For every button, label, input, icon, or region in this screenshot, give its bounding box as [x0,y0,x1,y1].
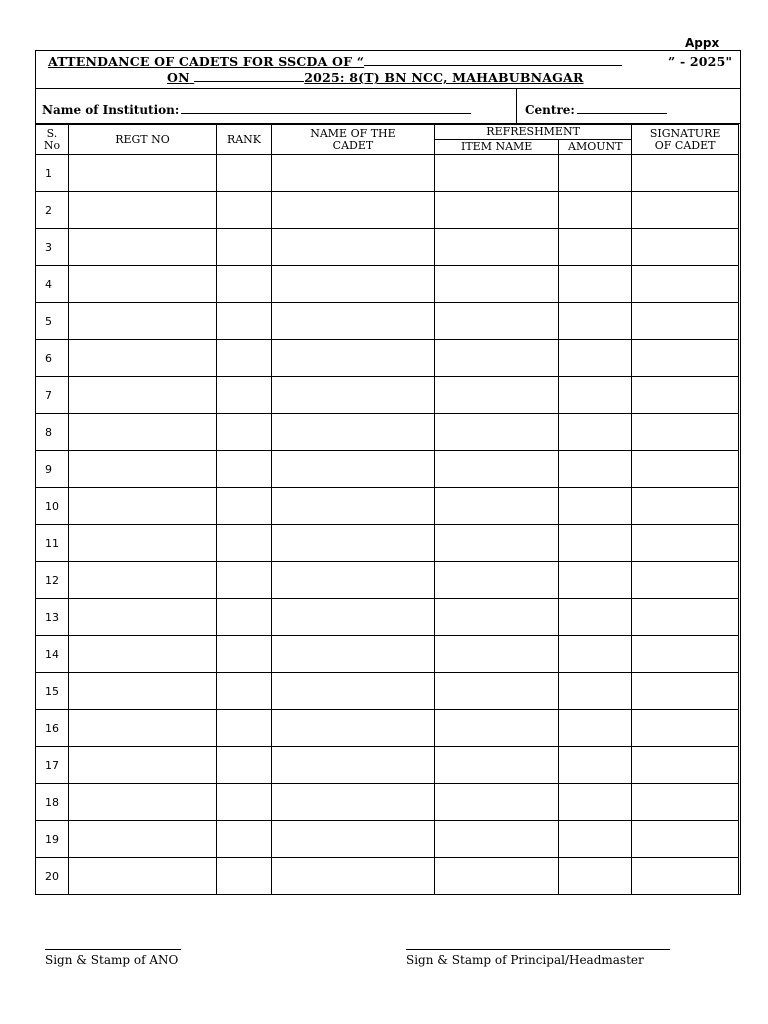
rank-cell[interactable] [217,414,272,451]
cadet-name-cell[interactable] [271,340,434,377]
regt-no-cell[interactable] [68,229,216,266]
table-row [36,599,739,636]
rank-cell[interactable] [217,710,272,747]
item-name-cell[interactable] [435,192,559,229]
regt-no-cell[interactable] [68,599,216,636]
item-name-cell[interactable] [435,451,559,488]
row-number: 1 [36,155,69,192]
item-name-cell[interactable] [435,636,559,673]
cadet-name-cell[interactable] [271,155,434,192]
amount-cell[interactable] [559,414,632,451]
table-row [36,303,739,340]
institution-blank[interactable] [181,103,471,114]
row-number: 13 [36,599,69,636]
centre-label: Centre: [525,103,575,117]
amount-cell[interactable] [559,673,632,710]
rank-cell[interactable] [217,303,272,340]
item-name-cell[interactable] [435,377,559,414]
ano-signature-line[interactable] [45,949,181,950]
amount-cell[interactable] [559,784,632,821]
institution-divider [516,88,517,123]
row-number: 9 [36,451,69,488]
row-number: 7 [36,377,69,414]
regt-no-cell[interactable] [68,266,216,303]
cadet-name-cell[interactable] [271,784,434,821]
signature-cell[interactable] [632,747,739,784]
cadet-name-cell[interactable] [271,451,434,488]
table-row [36,747,739,784]
amount-cell[interactable] [559,192,632,229]
regt-no-cell[interactable] [68,636,216,673]
regt-no-cell[interactable] [68,488,216,525]
table-row [36,229,739,266]
amount-cell[interactable] [559,340,632,377]
amount-cell[interactable] [559,710,632,747]
header-cadet-name: NAME OF THE CADET [271,125,434,155]
centre-field [525,103,667,117]
regt-no-cell[interactable] [68,747,216,784]
table-row [36,155,739,192]
rank-cell[interactable] [217,858,272,895]
rank-cell[interactable] [217,155,272,192]
signature-cell[interactable] [632,673,739,710]
item-name-cell[interactable] [435,821,559,858]
signature-cell[interactable] [632,599,739,636]
row-number: 19 [36,821,69,858]
table-row [36,377,739,414]
header-regt-no: REGT NO [68,125,216,155]
regt-no-cell[interactable] [68,858,216,895]
rank-cell[interactable] [217,636,272,673]
header-amount: AMOUNT [559,140,632,155]
signature-cell[interactable] [632,229,739,266]
regt-no-cell[interactable] [68,562,216,599]
title-line-2-suffix: 2025: 8(T) BN NCC, MAHABUBNAGAR [304,70,584,85]
table-row [36,636,739,673]
cadet-name-cell[interactable] [271,673,434,710]
cadet-name-cell[interactable] [271,599,434,636]
table-row [36,562,739,599]
item-name-cell[interactable] [435,488,559,525]
appendix-label: Appx [685,36,720,50]
signature-cell[interactable] [632,414,739,451]
cadet-name-cell[interactable] [271,821,434,858]
regt-no-cell[interactable] [68,192,216,229]
row-number: 5 [36,303,69,340]
attendance-table [35,124,739,895]
signature-cell[interactable] [632,562,739,599]
signature-cell[interactable] [632,636,739,673]
row-number: 20 [36,858,69,895]
regt-no-cell[interactable] [68,821,216,858]
item-name-cell[interactable] [435,784,559,821]
signature-cell[interactable] [632,858,739,895]
header-rank: RANK [217,125,272,155]
rank-cell[interactable] [217,488,272,525]
signature-cell[interactable] [632,155,739,192]
amount-cell[interactable] [559,562,632,599]
regt-no-cell[interactable] [68,673,216,710]
signature-cell[interactable] [632,377,739,414]
table-row [36,858,739,895]
row-number: 11 [36,525,69,562]
form-title [36,51,740,89]
rank-cell[interactable] [217,747,272,784]
regt-no-cell[interactable] [68,377,216,414]
header-item-name: ITEM NAME [435,140,559,155]
title-line-2 [167,70,584,85]
cadet-name-cell[interactable] [271,377,434,414]
title-line-1-prefix: ATTENDANCE OF CADETS FOR SSCDA OF “ [48,54,365,69]
amount-cell[interactable] [559,377,632,414]
item-name-cell[interactable] [435,229,559,266]
rank-cell[interactable] [217,229,272,266]
amount-cell[interactable] [559,451,632,488]
table-row [36,414,739,451]
institution-field [42,103,471,117]
item-name-cell[interactable] [435,599,559,636]
item-name-cell[interactable] [435,525,559,562]
table-row [36,821,739,858]
signature-cell[interactable] [632,710,739,747]
centre-blank[interactable] [577,103,667,114]
row-number: 6 [36,340,69,377]
signature-cell[interactable] [632,303,739,340]
header-signature: SIGNATURE OF CADET [632,125,739,155]
rank-cell[interactable] [217,340,272,377]
rank-cell[interactable] [217,821,272,858]
rank-cell[interactable] [217,192,272,229]
amount-cell[interactable] [559,488,632,525]
amount-cell[interactable] [559,303,632,340]
rank-cell[interactable] [217,525,272,562]
cadet-name-cell[interactable] [271,488,434,525]
item-name-cell[interactable] [435,673,559,710]
table-row [36,266,739,303]
header-sno: S. No [36,125,69,155]
cadet-name-cell[interactable] [271,710,434,747]
row-number: 14 [36,636,69,673]
amount-cell[interactable] [559,858,632,895]
cadet-name-cell[interactable] [271,266,434,303]
amount-cell[interactable] [559,599,632,636]
cadet-name-cell[interactable] [271,192,434,229]
regt-no-cell[interactable] [68,155,216,192]
regt-no-cell[interactable] [68,451,216,488]
row-number: 18 [36,784,69,821]
item-name-cell[interactable] [435,747,559,784]
rank-cell[interactable] [217,673,272,710]
item-name-cell[interactable] [435,562,559,599]
institution-label: Name of Institution: [42,103,180,117]
cadet-name-cell[interactable] [271,562,434,599]
program-name-blank[interactable] [364,55,622,66]
table-row [36,340,739,377]
cadet-name-cell[interactable] [271,414,434,451]
table-row [36,784,739,821]
table-row [36,710,739,747]
title-line-2-prefix: ON [167,70,190,85]
rank-cell[interactable] [217,451,272,488]
table-row [36,525,739,562]
row-number: 4 [36,266,69,303]
regt-no-cell[interactable] [68,525,216,562]
table-row [36,192,739,229]
ano-signature-label: Sign & Stamp of ANO [45,953,179,967]
amount-cell[interactable] [559,266,632,303]
row-number: 12 [36,562,69,599]
signature-cell[interactable] [632,821,739,858]
item-name-cell[interactable] [435,710,559,747]
cadet-name-cell[interactable] [271,747,434,784]
rank-cell[interactable] [217,562,272,599]
table-row [36,673,739,710]
amount-cell[interactable] [559,229,632,266]
signature-cell[interactable] [632,451,739,488]
row-number: 15 [36,673,69,710]
table-row [36,488,739,525]
rank-cell[interactable] [217,266,272,303]
header-refreshment: REFRESHMENT [435,125,632,140]
row-number: 17 [36,747,69,784]
title-line-1 [48,54,733,69]
row-number: 3 [36,229,69,266]
cadet-name-cell[interactable] [271,858,434,895]
attendance-form [35,50,741,895]
rank-cell[interactable] [217,599,272,636]
rank-cell[interactable] [217,784,272,821]
amount-cell[interactable] [559,155,632,192]
regt-no-cell[interactable] [68,414,216,451]
row-number: 2 [36,192,69,229]
cadet-name-cell[interactable] [271,636,434,673]
row-number: 8 [36,414,69,451]
institution-row [36,88,740,124]
date-blank[interactable] [194,71,304,82]
amount-cell[interactable] [559,821,632,858]
signature-cell[interactable] [632,340,739,377]
rank-cell[interactable] [217,377,272,414]
item-name-cell[interactable] [435,340,559,377]
amount-cell[interactable] [559,747,632,784]
title-line-1-suffix: ” - 2025" [668,54,733,69]
item-name-cell[interactable] [435,155,559,192]
item-name-cell[interactable] [435,858,559,895]
item-name-cell[interactable] [435,266,559,303]
regt-no-cell[interactable] [68,340,216,377]
item-name-cell[interactable] [435,303,559,340]
item-name-cell[interactable] [435,414,559,451]
regt-no-cell[interactable] [68,303,216,340]
principal-signature-line[interactable] [406,949,670,950]
regt-no-cell[interactable] [68,784,216,821]
signature-cell[interactable] [632,784,739,821]
row-number: 10 [36,488,69,525]
amount-cell[interactable] [559,636,632,673]
cadet-name-cell[interactable] [271,303,434,340]
cadet-name-cell[interactable] [271,525,434,562]
signature-cell[interactable] [632,266,739,303]
principal-signature-label: Sign & Stamp of Principal/Headmaster [406,953,644,967]
table-row [36,451,739,488]
row-number: 16 [36,710,69,747]
cadet-name-cell[interactable] [271,229,434,266]
signature-cell[interactable] [632,192,739,229]
amount-cell[interactable] [559,525,632,562]
regt-no-cell[interactable] [68,710,216,747]
attendance-rows [36,155,739,895]
signature-cell[interactable] [632,488,739,525]
signature-cell[interactable] [632,525,739,562]
